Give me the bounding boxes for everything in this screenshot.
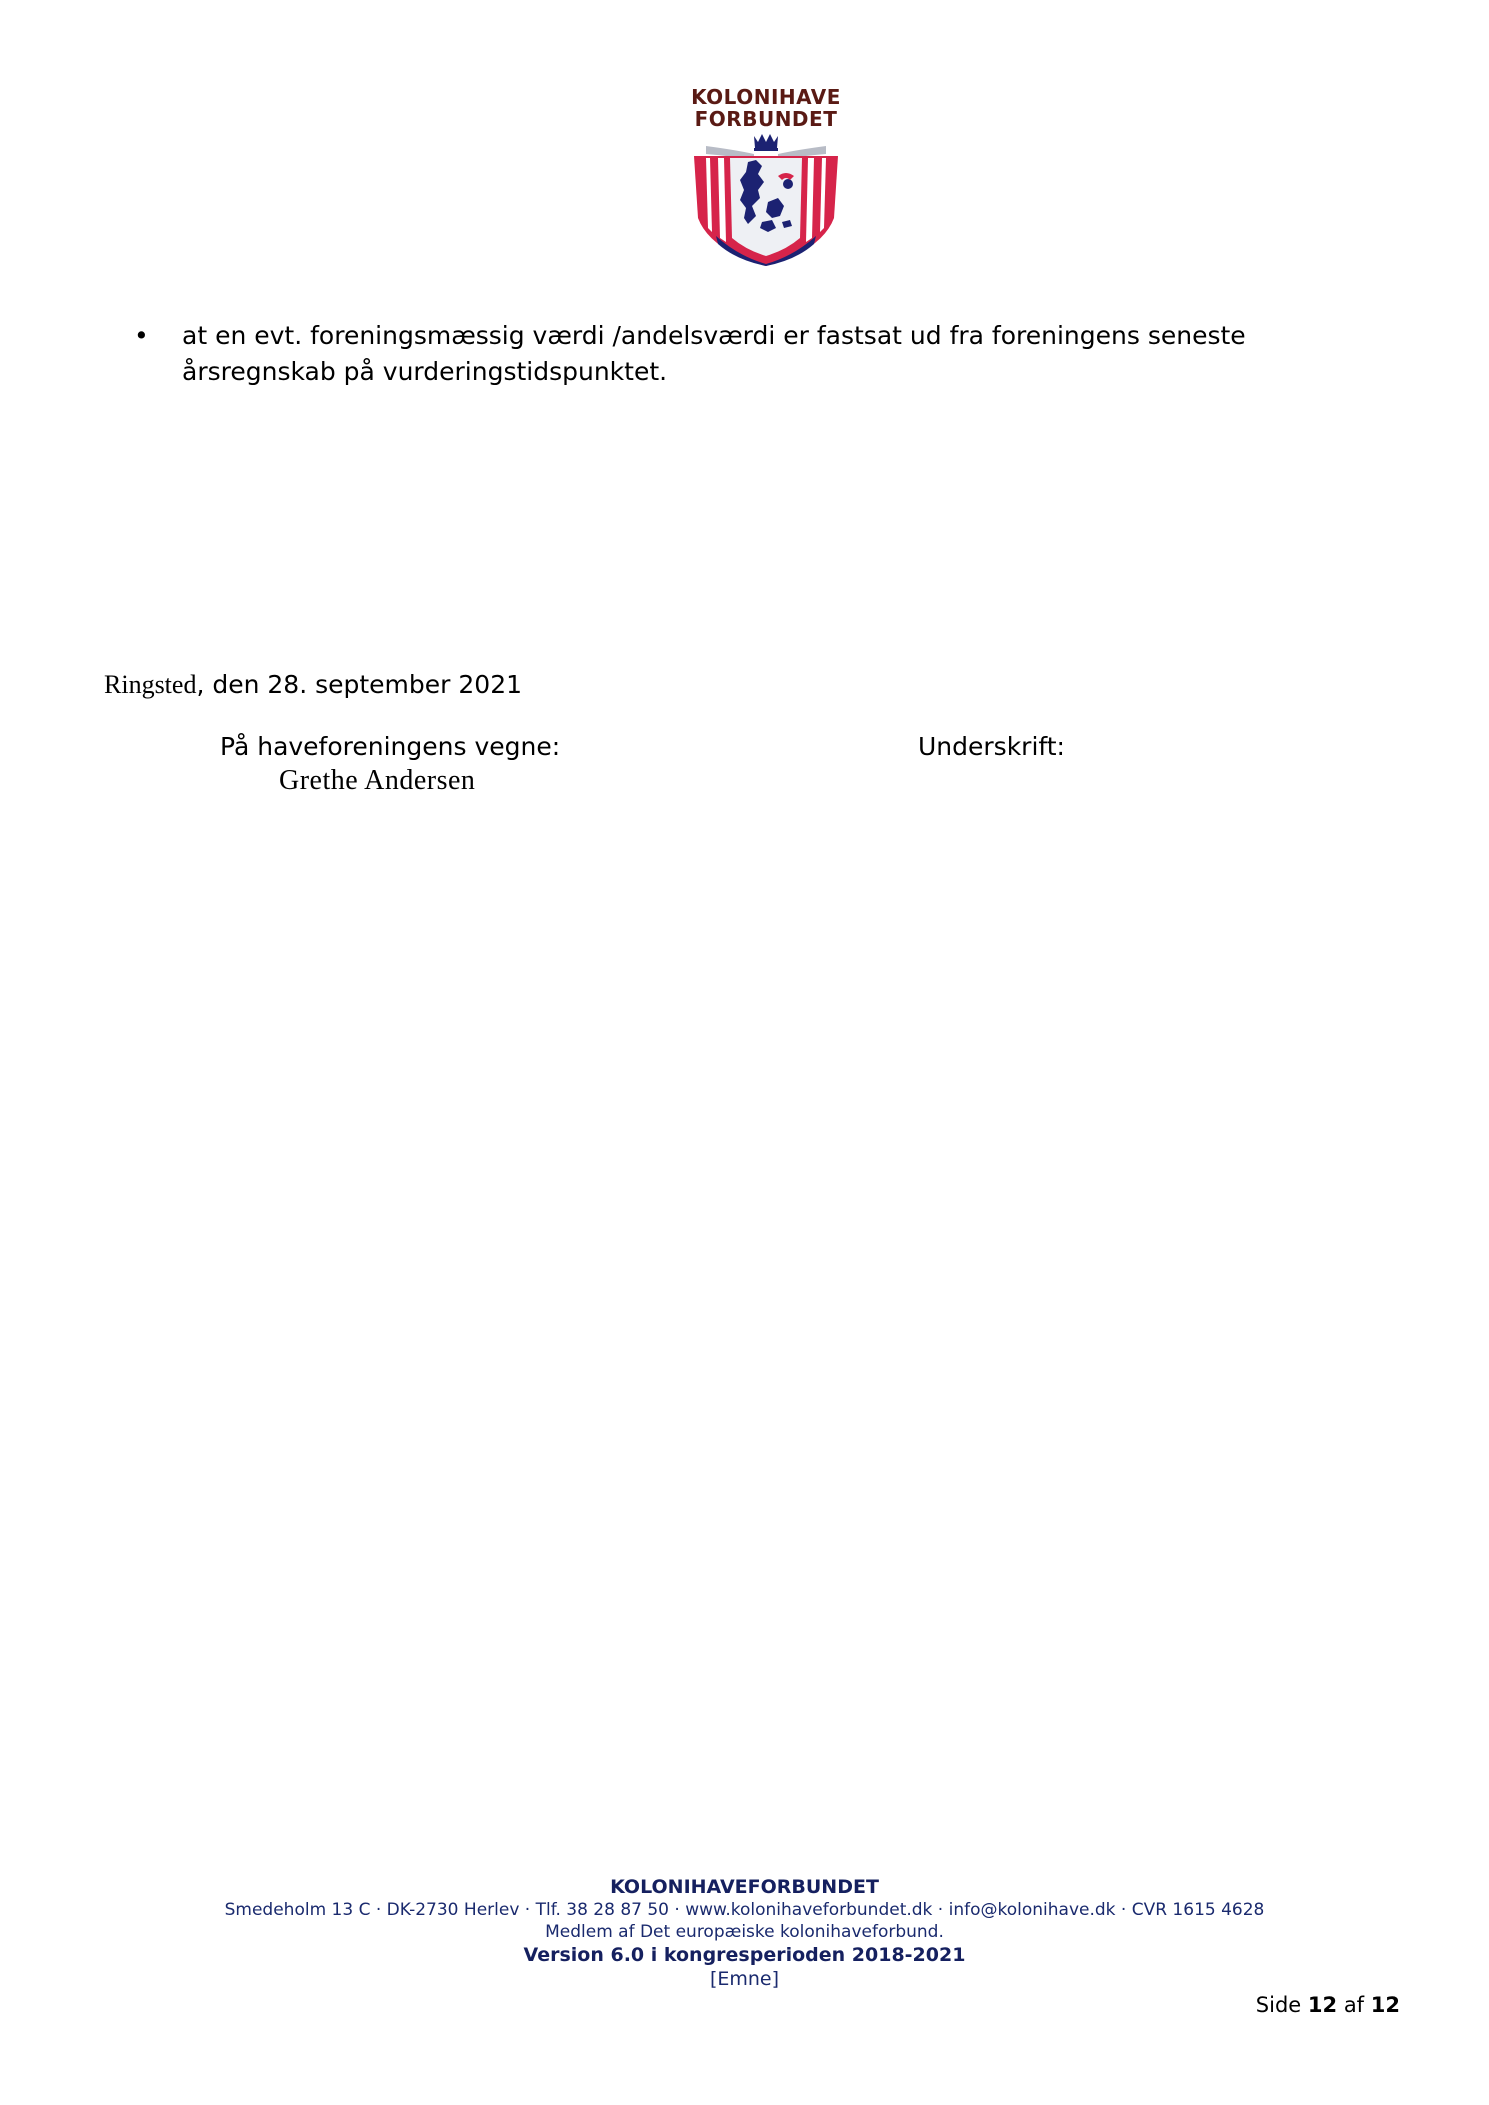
footer-subject: [Emne] — [709, 1968, 780, 1990]
page-number-prefix: Side — [1255, 1993, 1302, 2017]
page-number-total: 12 — [1370, 1993, 1400, 2017]
behalf-label: På haveforeningens vegne: — [220, 732, 561, 761]
bullet-text: at en evt. foreningsmæssig værdi /andelsværdi er fastsat ud fra foreningens seneste årsregnskab på vurderingstidspunktet. — [182, 321, 1246, 386]
page-number-current: 12 — [1307, 1993, 1338, 2017]
bullet-symbol: • — [134, 321, 149, 350]
footer-version: Version 6.0 i kongresperioden 2018-2021 — [523, 1944, 966, 1966]
footer — [0, 1875, 1489, 1991]
logo-text-line2: FORBUNDET — [694, 107, 838, 131]
shield-map-crown-icon — [686, 132, 846, 268]
logo — [686, 84, 846, 268]
signature-label: Underskrift: — [918, 732, 1065, 761]
footer-org-name: KOLONIHAVEFORBUNDET — [610, 1876, 879, 1898]
place-date-line — [104, 668, 522, 702]
footer-membership: Medlem af Det europæiske kolonihaveforbund. — [545, 1922, 944, 1942]
date-text: , den 28. september 2021 — [196, 670, 523, 699]
page-number — [1240, 1991, 1400, 2019]
page-number-separator: af — [1343, 1993, 1365, 2017]
footer-address: Smedeholm 13 C · DK-2730 Herlev · Tlf. 38 28 87 50 · www.kolonihaveforbundet.dk · info@kolonihave.dk · CVR 1615 4628 — [224, 1900, 1265, 1920]
place-name: Ringsted — [104, 670, 197, 699]
behalf-name: Grethe Andersen — [279, 765, 476, 796]
logo-text-line1: KOLONIHAVE — [691, 85, 841, 109]
crown-icon — [754, 134, 778, 151]
